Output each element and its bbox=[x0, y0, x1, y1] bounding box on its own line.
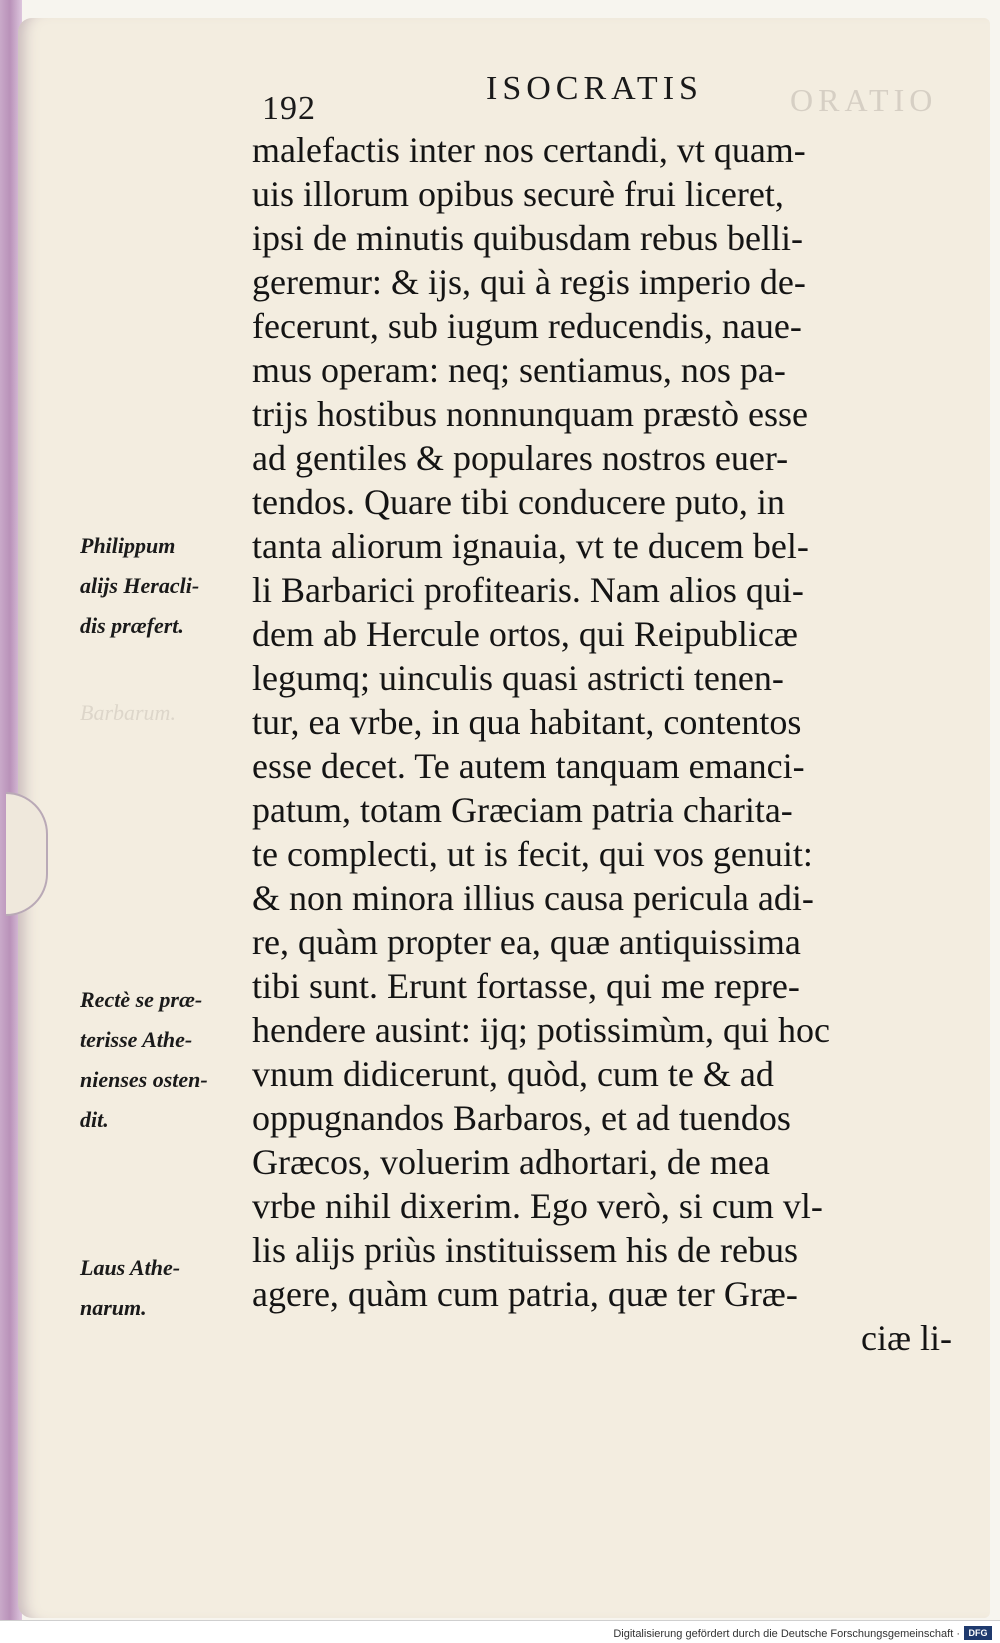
marginal-note-laus bbox=[80, 1248, 270, 1328]
text-line: vnum didicerunt, quòd, cum te & ad bbox=[252, 1054, 774, 1094]
text-line: legumq; uinculis quasi astricti tenen- bbox=[252, 658, 784, 698]
running-head: ISOCRATIS bbox=[486, 70, 703, 107]
marginal-note-philippum bbox=[80, 526, 270, 646]
text-line: hendere ausint: ijq; potissimùm, qui hoc bbox=[252, 1010, 830, 1050]
marginal-note-line: alijs Heracli- bbox=[80, 573, 200, 598]
text-line: & non minora illius causa pericula adi- bbox=[252, 878, 814, 918]
text-line: esse decet. Te autem tanquam emanci- bbox=[252, 746, 805, 786]
marginal-note-line: nienses osten- bbox=[80, 1067, 208, 1092]
text-line: malefactis inter nos certandi, vt quam- bbox=[252, 130, 806, 170]
bleed-through-heading: ORATIO bbox=[790, 82, 938, 118]
text-line: tibi sunt. Erunt fortasse, qui me repre- bbox=[252, 966, 800, 1006]
text-line: fecerunt, sub iugum reducendis, naue- bbox=[252, 306, 802, 346]
text-line: Græcos, voluerim adhortari, de mea bbox=[252, 1142, 770, 1182]
page-number: 192 bbox=[262, 90, 316, 127]
marginal-note-line: dit. bbox=[80, 1107, 109, 1132]
text-line: ipsi de minutis quibusdam rebus belli- bbox=[252, 218, 803, 258]
text-line: te complecti, ut is fecit, qui vos genuit: bbox=[252, 834, 813, 874]
footer-credit: Digitalisierung gefördert durch die Deutsche Forschungsgemeinschaft · bbox=[613, 1628, 960, 1640]
text-line: ad gentiles & populares nostros euer- bbox=[252, 438, 789, 478]
text-line: tendos. Quare tibi conducere puto, in bbox=[252, 482, 785, 522]
text-line: uis illorum opibus securè frui liceret, bbox=[252, 174, 784, 214]
main-text-block bbox=[252, 128, 952, 1360]
text-line: trijs hostibus nonnunquam præstò esse bbox=[252, 394, 808, 434]
text-line: oppugnandos Barbaros, et ad tuendos bbox=[252, 1098, 791, 1138]
text-line: lis alijs priùs instituissem his de rebus bbox=[252, 1230, 798, 1270]
marginal-note-line: terisse Athe- bbox=[80, 1027, 193, 1052]
text-line: geremur: & ijs, qui à regis imperio de- bbox=[252, 262, 806, 302]
text-line: li Barbarici profitearis. Nam alios qui- bbox=[252, 570, 804, 610]
text-line: patum, totam Græciam patria charita- bbox=[252, 790, 793, 830]
bleed-through-note: Barbarum. bbox=[80, 700, 176, 725]
text-line: tur, ea vrbe, in qua habitant, contentos bbox=[252, 702, 802, 742]
text-line: re, quàm propter ea, quæ antiquissima bbox=[252, 922, 801, 962]
catchword-line: ciæ li- bbox=[861, 1318, 952, 1358]
text-line: agere, quàm cum patria, quæ ter Græ- bbox=[252, 1274, 798, 1314]
marginal-note-line: Laus Athe- bbox=[80, 1255, 181, 1280]
dfg-logo-icon: DFG bbox=[964, 1626, 992, 1640]
marginal-note-line: dis præfert. bbox=[80, 613, 184, 638]
marginal-note-line: narum. bbox=[80, 1295, 147, 1320]
marginal-note-athenienses bbox=[80, 980, 270, 1140]
text-line: mus operam: neq; sentiamus, nos pa- bbox=[252, 350, 786, 390]
marginal-note-line: Philippum bbox=[80, 533, 176, 558]
text-line: vrbe nihil dixerim. Ego verò, si cum vl- bbox=[252, 1186, 823, 1226]
marginal-note-line: Rectè se præ- bbox=[80, 987, 203, 1012]
text-line: dem ab Hercule ortos, qui Reipublicæ bbox=[252, 614, 798, 654]
text-line: tanta aliorum ignauia, vt te ducem bel- bbox=[252, 526, 809, 566]
